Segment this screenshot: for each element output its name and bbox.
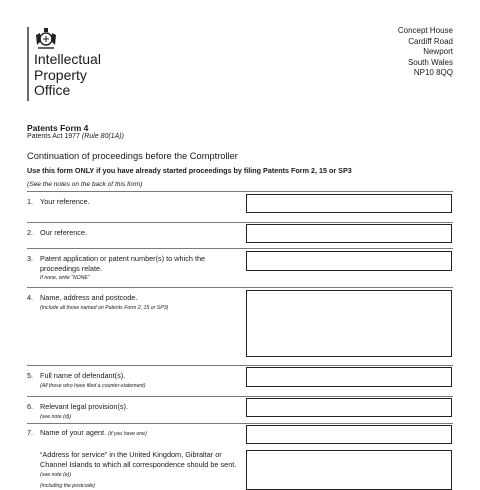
- question-number: 6.: [27, 402, 34, 411]
- office-address: [398, 26, 453, 79]
- question-note: (All those who have filed a counter-statement): [40, 382, 146, 389]
- address-line-5: NP10 8QQ: [413, 68, 453, 77]
- address-for-service-note: (see note (e)): [40, 472, 72, 478]
- agent-name-field[interactable]: [246, 425, 452, 444]
- question-note: (see note (d)): [40, 413, 72, 420]
- postcode-note: (including the postcode): [40, 482, 96, 489]
- question-number: 7.: [27, 428, 34, 437]
- name-address-field[interactable]: [246, 290, 452, 357]
- logo-wordmark: [34, 52, 101, 99]
- address-line-3: Newport: [423, 47, 453, 56]
- form-heading: Continuation of proceedings before the Comptroller: [27, 151, 238, 161]
- legal-provision-field[interactable]: [246, 398, 452, 417]
- address-line-1: Concept House: [397, 26, 453, 35]
- row-divider: [27, 191, 453, 192]
- question-label: Relevant legal provision(s).: [40, 402, 129, 411]
- question-number: 4.: [27, 293, 34, 302]
- form-act: [27, 133, 124, 140]
- logo-divider: [27, 27, 29, 101]
- question-note: (Include all those named on Patents Form 2, 15 or SP3): [40, 304, 169, 311]
- row-divider: [27, 287, 453, 288]
- question-label: Name, address and postcode.: [40, 293, 138, 302]
- see-notes-text: (See the notes on the back of this form): [27, 181, 143, 188]
- question-number: 2.: [27, 228, 34, 237]
- row-divider: [27, 365, 453, 366]
- form-instruction: Use this form ONLY if you have already started proceedings by filing Patents Form 2, 15 or SP3: [27, 166, 352, 175]
- question-note: If none, write “NONE”: [40, 275, 90, 281]
- address-line-4: South Wales: [407, 57, 453, 67]
- row-divider: [27, 248, 453, 249]
- question-label: Our reference.: [40, 228, 88, 237]
- question-label: Full name of defendant(s).: [40, 371, 126, 380]
- question-note: (if you have one): [108, 431, 147, 437]
- question-label: Your reference.: [40, 197, 90, 206]
- logo-line-3: Office: [34, 82, 71, 98]
- row-divider: [27, 423, 453, 424]
- row-divider: [27, 396, 453, 397]
- address-for-service-label: “Address for service” in the United Kingdom, Gibraltar or Channel Islands to which all correspondence should be sent.: [40, 450, 237, 469]
- question-number: 5.: [27, 371, 34, 380]
- act-name: Patents Act 1977: [27, 133, 80, 140]
- row-divider: [27, 222, 453, 223]
- your-reference-field[interactable]: [246, 194, 452, 213]
- form-title: Patents Form 4: [27, 123, 89, 133]
- rule-ref: (Rule 80(1A)): [81, 133, 124, 140]
- question-label: Name of your agent.: [40, 428, 107, 437]
- address-for-service-field[interactable]: [246, 450, 452, 490]
- patent-number-field[interactable]: [246, 251, 452, 271]
- question-number: 3.: [27, 254, 34, 263]
- question-label: Patent application or patent number(s) to which the proceedings relate.: [40, 254, 206, 273]
- question-number: 1.: [27, 197, 34, 206]
- our-reference-field[interactable]: [246, 224, 452, 243]
- address-line-2: Cardiff Road: [408, 36, 453, 46]
- logo-line-1: Intellectual: [34, 51, 101, 67]
- royal-crest-icon: [33, 27, 59, 51]
- defendant-name-field[interactable]: [246, 367, 452, 387]
- logo-line-2: Property: [34, 66, 87, 83]
